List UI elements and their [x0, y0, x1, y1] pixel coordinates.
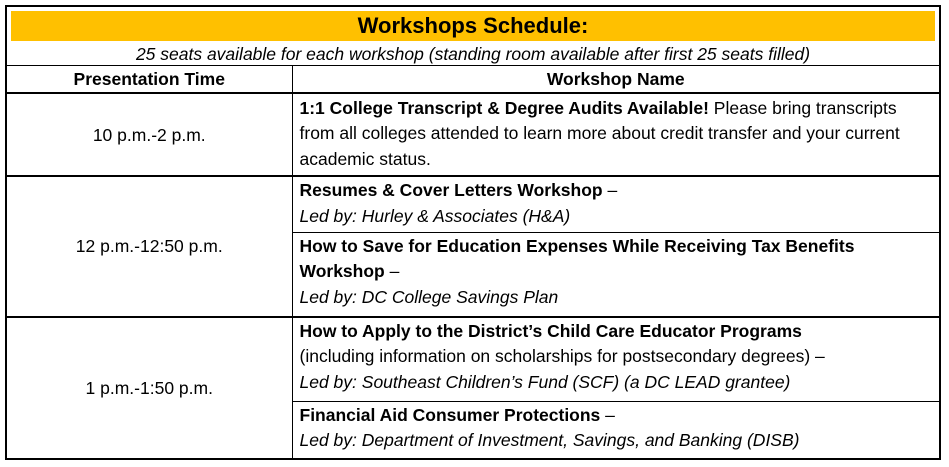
workshop-title: How to Save for Education Expenses While Receiving Tax Benefits Workshop [299, 235, 855, 282]
workshop-title-suffix: – [384, 261, 400, 282]
workshop-cell [292, 317, 939, 401]
workshop-cell [292, 176, 939, 232]
table-row [7, 93, 939, 176]
workshop-title-suffix: – [600, 404, 615, 425]
workshop-led-by: Led by: Department of Investment, Savings, and Banking (DISB) [299, 430, 800, 451]
workshop-title: Financial Aid Consumer Protections [299, 404, 601, 425]
presentation-time: 10 p.m.-2 p.m. [7, 93, 292, 176]
title-cell [7, 7, 939, 42]
workshop-title: How to Apply to the District’s Child Care Educator Programs [299, 320, 802, 341]
workshop-description: Please bring transcripts from all colleges attended to learn more about credit transfer and your current academic status. [299, 97, 900, 169]
workshops-schedule-table [7, 7, 939, 458]
header-presentation-time: Presentation Time [7, 66, 292, 93]
workshop-cell [292, 401, 939, 458]
schedule-title: Workshops Schedule: [11, 11, 935, 41]
workshop-title: Resumes & Cover Letters Workshop [299, 180, 603, 201]
workshop-title: 1:1 College Transcript & Degree Audits Available! [299, 97, 709, 118]
schedule-subtitle: 25 seats available for each workshop (standing room available after first 25 seats filled) [7, 42, 939, 66]
workshop-title-suffix: – [602, 180, 618, 201]
schedule-table-frame [5, 5, 941, 460]
table-row [7, 176, 939, 232]
header-workshop-name: Workshop Name [292, 66, 939, 93]
table-row [7, 317, 939, 401]
presentation-time: 1 p.m.-1:50 p.m. [7, 317, 292, 458]
workshop-led-by: Led by: Southeast Children’s Fund (SCF) (a DC LEAD grantee) [299, 371, 791, 392]
workshop-led-by: Led by: Hurley & Associates (H&A) [299, 205, 571, 226]
workshop-cell [292, 232, 939, 316]
workshop-description: (including information on scholarships for postsecondary degrees) – [299, 346, 825, 367]
workshop-led-by: Led by: DC College Savings Plan [299, 286, 559, 307]
presentation-time: 12 p.m.-12:50 p.m. [7, 176, 292, 317]
workshop-cell [292, 93, 939, 176]
